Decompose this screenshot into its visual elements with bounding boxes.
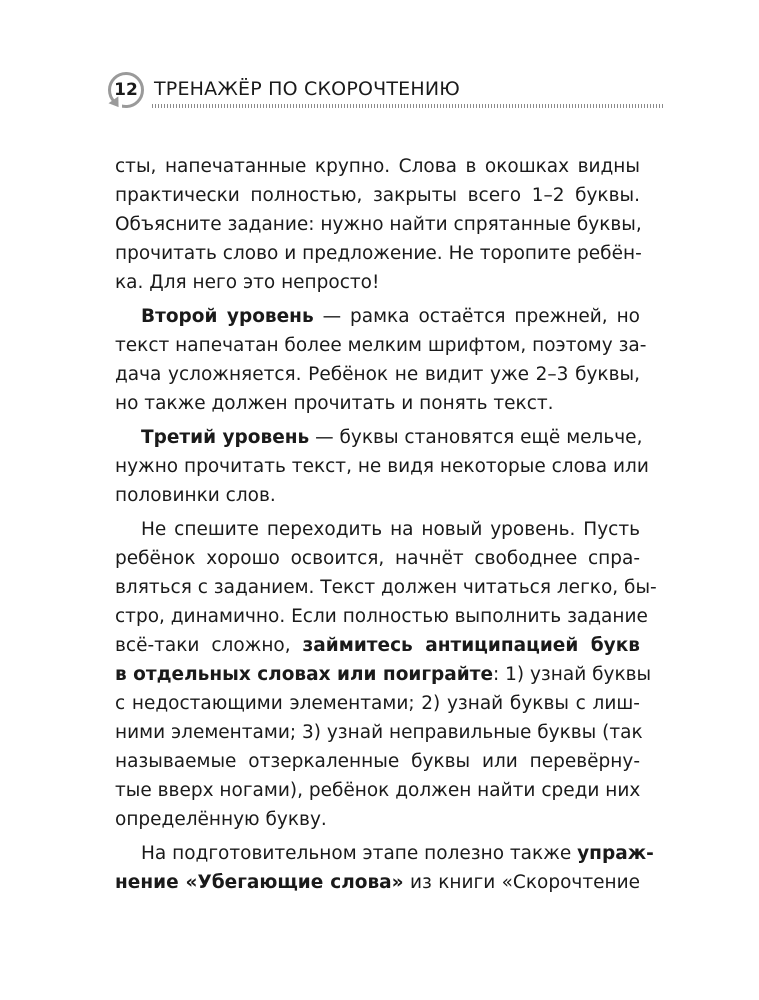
body-text xyxy=(115,152,657,897)
text-line: нужно прочитать текст, не видя некоторые слова или xyxy=(115,456,649,477)
text-line: но также должен прочитать и понять текст. xyxy=(115,393,554,414)
text-line: Третий уровень — буквы становятся ещё мельче, xyxy=(141,427,643,448)
text-line: вляться с заданием. Текст должен читаться легко, бы- xyxy=(115,577,657,598)
text-line: нение «Убегающие слова» из книги «Скорочтение xyxy=(115,872,640,893)
level-3-term: Третий уровень xyxy=(141,427,310,448)
paragraph-2 xyxy=(115,302,647,418)
text-line: ребёнок хорошо освоится, начнёт свободнее спра- xyxy=(115,548,640,569)
level-2-term: Второй уровень xyxy=(141,306,314,327)
paragraph-3 xyxy=(115,423,649,510)
text-line: называемые отзеркаленные буквы или перевёрну- xyxy=(115,751,640,772)
text-line: ка. Для него это непросто! xyxy=(115,272,380,293)
text-line: стро, динамично. Если полностью выполнить задание xyxy=(115,606,648,627)
paragraph-4 xyxy=(115,515,657,834)
text-line: прочитать слово и предложение. Не торопите ребён- xyxy=(115,243,642,264)
text-line: в отдельных словах или поиграйте: 1) узнай буквы xyxy=(115,664,652,685)
text-line: ними элементами; 3) узнай неправильные буквы (так xyxy=(115,722,643,743)
text-line: всё-таки сложно, займитесь антиципацией букв xyxy=(115,635,640,656)
text-line: дача усложняется. Ребёнок не видит уже 2–3 буквы, xyxy=(115,364,640,385)
text-line: На подготовительном этапе полезно также упраж- xyxy=(141,843,654,864)
running-title: ТРЕНАЖЁР ПО СКОРОЧТЕНИЮ xyxy=(154,78,460,100)
text-line: Не спешите переходить на новый уровень. Пусть xyxy=(141,519,640,540)
text-line: половинки слов. xyxy=(115,485,276,506)
text-line: Второй уровень — рамка остаётся прежней, но xyxy=(141,306,640,327)
paragraph-5 xyxy=(115,839,654,897)
text-line: тые вверх ногами), ребёнок должен найти среди них xyxy=(115,780,641,801)
text-line: текст напечатан более мелким шрифтом, поэтому за- xyxy=(115,335,647,356)
text-line: Объясните задание: нужно найти спрятанные буквы, xyxy=(115,214,642,235)
page-number: 12 xyxy=(114,80,138,100)
paragraph-1 xyxy=(115,152,640,297)
text-line: практически полностью, закрыты всего 1–2 буквы. xyxy=(115,185,640,206)
text-line: определённую букву. xyxy=(115,809,327,830)
dotted-rule xyxy=(152,104,664,108)
running-header xyxy=(108,72,664,116)
text-line: сты, напечатанные крупно. Слова в окошках видны xyxy=(115,156,640,177)
text-line: с недостающими элементами; 2) узнай буквы с лиш- xyxy=(115,693,640,714)
